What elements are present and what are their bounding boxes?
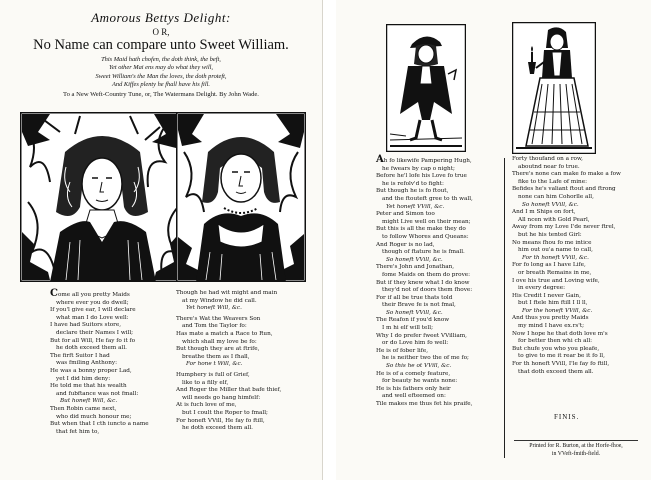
right-verse-column-2 bbox=[512, 156, 621, 376]
verse-line: Forty thoufand on a row, bbox=[512, 156, 583, 162]
verse-line: For the honeft VVill, &c. bbox=[522, 307, 593, 314]
verse-line: And Roger the Miller that bafe thief, bbox=[176, 387, 282, 394]
verse-line: But for all Will, He fay fo it fo bbox=[50, 337, 136, 344]
verse-line: fome Maids on them do prove: bbox=[382, 271, 471, 278]
verse-line: Before he'l lofe his Love fo true bbox=[376, 173, 467, 180]
verse-line: He was a bonny proper Lad, bbox=[50, 367, 132, 374]
verse-line: he is neither two the of me fo; bbox=[382, 355, 469, 362]
verse-line: but I coult the Roper to fmall; bbox=[182, 409, 268, 416]
verse-line: and fubftance was not fmall: bbox=[56, 390, 139, 397]
left-verse-column-1 bbox=[50, 290, 149, 436]
verse-line: For honeft VVill, He fay fo ftill, bbox=[176, 417, 265, 424]
verse-line: might Live well on their mean; bbox=[382, 218, 471, 225]
verse-line: breathe them as I fhall, bbox=[182, 353, 250, 360]
verse-line: I have had Suitors store, bbox=[50, 322, 122, 329]
verse-line: he doth exceed them all. bbox=[56, 345, 127, 352]
verse-line: though of ftature he is fmall. bbox=[382, 249, 465, 256]
verse-line: But though they are at ftrife, bbox=[176, 346, 260, 353]
verse-line: fike to the Lafe of mine: bbox=[518, 178, 587, 185]
verse-line: There's John and Jonathan, bbox=[376, 264, 455, 271]
imprint-line: Printed for R. Burton, at the Horfe-fhoe, bbox=[529, 443, 623, 449]
verse-line: aboutnd near fo true. bbox=[518, 163, 580, 170]
verse-line: But this is all the make they do bbox=[376, 226, 466, 233]
verse-line: which shall my love be fo: bbox=[182, 338, 257, 345]
subtitle-line: Yet other Mai ens may do what they will, bbox=[109, 64, 213, 72]
verse-line: For fo long as I have Life, bbox=[512, 262, 586, 269]
verse-line: The Reafon if you'd know bbox=[376, 317, 450, 324]
imprint bbox=[514, 440, 638, 458]
verse-line: or breath Remains in me, bbox=[518, 269, 592, 276]
verse-line: and well efteemed on: bbox=[382, 393, 446, 400]
woodcut-lady-with-candle bbox=[512, 22, 596, 154]
verse-line: Now I hope he that doth love m's bbox=[512, 330, 608, 337]
verse-line: But though he is fo ftout, bbox=[376, 188, 449, 195]
column-divider bbox=[504, 158, 505, 458]
verse-line: was fmiling Anthony: bbox=[56, 360, 117, 367]
verse-line: Humphery is full of Grief, bbox=[176, 371, 250, 378]
verse-line: he doth exceed them all. bbox=[182, 425, 253, 432]
verse-line: So honeft VVill, &c. bbox=[522, 201, 579, 208]
verse-line: that doth exceed them all. bbox=[518, 368, 594, 375]
verse-line: in every degree: bbox=[518, 285, 565, 292]
subtitle-line: And Kiffes plenty he fhall have his fill. bbox=[112, 81, 210, 89]
verse-line: my mind I have ex.rs't; bbox=[518, 323, 585, 330]
verse-line: He told me that his wealth bbox=[50, 383, 127, 390]
verse-line: Then Robin came next, bbox=[50, 405, 117, 412]
verse-line: Come all you pretty Maids bbox=[50, 288, 130, 299]
verse-line: So honeft VVill, &c. bbox=[386, 256, 443, 263]
verse-line: His Credit I never Gain, bbox=[512, 292, 581, 299]
verse-line: But when that I cth iuncto a name bbox=[50, 421, 149, 428]
verse-line: So honeft VVill, &c. bbox=[386, 309, 443, 316]
verse-line: will needs go hang himfelf: bbox=[182, 394, 261, 401]
verse-line: I m hi elf will tell; bbox=[382, 325, 433, 332]
subtitle-verse bbox=[0, 56, 322, 90]
verse-line: Ah fo likewife Pampering Hugh, bbox=[376, 154, 472, 165]
verse-line: And Roger is no lad, bbox=[376, 241, 435, 248]
verse-line: to give to me it rear be it fo ll, bbox=[518, 353, 605, 360]
title-line-1: Amorous Bettys Delight: bbox=[91, 10, 231, 25]
verse-line: for better then whi ch all: bbox=[518, 338, 593, 345]
verse-line: Away from my Love I'de never ftrel, bbox=[512, 224, 616, 231]
verse-line: So this he ot VVill, &c. bbox=[386, 363, 452, 370]
woodcut-cavalier bbox=[386, 24, 466, 152]
verse-line: Has mate a match a Race to Run, bbox=[176, 330, 273, 337]
verse-line: for beauty he wants none: bbox=[382, 378, 458, 385]
verse-line: There's Wat the Weavers Son bbox=[176, 315, 261, 322]
title-block bbox=[0, 10, 322, 99]
verse-line: but he his tented Girl: bbox=[518, 231, 582, 238]
subtitle-line: This Maid hath chofen, the doth think, the beft, bbox=[101, 56, 221, 63]
verse-line: to follow Whores and Queans: bbox=[382, 233, 469, 240]
verse-line: Yet honeft Will, &c. bbox=[186, 305, 242, 312]
verse-line: At is fuch love of me, bbox=[176, 402, 237, 409]
verse-line: For if all be true thats told bbox=[376, 294, 453, 301]
verse-line: All ncen with Gold Pearl, bbox=[518, 216, 590, 223]
verse-line: he is refolv'd to fight: bbox=[382, 180, 444, 187]
verse-line: Yet honeft VVill, &c. bbox=[386, 203, 445, 210]
verse-line: like to a filly elf, bbox=[182, 379, 229, 386]
verse-line: But chufe you who you pleafe, bbox=[512, 345, 600, 352]
verse-line: Peter and Simon too bbox=[376, 211, 435, 218]
verse-line: Tile makes me thus fet his praife, bbox=[376, 401, 473, 407]
verse-line: And I m Ships on fort, bbox=[512, 209, 576, 216]
verse-line: none can him Cohorlle all, bbox=[518, 193, 594, 200]
subtitle-line: Sweet William's the Man the loves, the doth proteft, bbox=[95, 72, 227, 80]
verse-line: And thus you pretty Maids bbox=[512, 315, 589, 322]
verse-line: But honeft Will, &c. bbox=[60, 398, 118, 405]
tune-line: To a New Weft-Country Tune, or, The Watermans Delight. By John Wade. bbox=[63, 90, 259, 98]
verse-line: Why I do prefer fweet VVilliam, bbox=[376, 332, 467, 339]
verse-line: or do Love him fo well: bbox=[382, 340, 449, 347]
verse-line: For th honeft VVill, I'le fay fo ftill, bbox=[512, 361, 610, 368]
verse-line: If you'l give ear, I will declare bbox=[50, 307, 136, 314]
verse-line: The firft Suitor I had bbox=[50, 352, 110, 359]
verse-line: what man I do Love well: bbox=[56, 314, 129, 321]
verse-line: he fwears by cap o night; bbox=[382, 165, 455, 172]
verse-line: He is of a comely feature, bbox=[376, 370, 451, 377]
verse-line: that fet him to, bbox=[56, 428, 100, 435]
left-page bbox=[0, 0, 323, 480]
verse-line: who did much honour me; bbox=[56, 413, 132, 420]
woodcut-gentleman bbox=[20, 112, 184, 282]
verse-line: No means fhou fo me intice bbox=[512, 239, 592, 246]
verse-line: declare their Names I will; bbox=[56, 329, 134, 336]
verse-line: they'd not of doors them fhove: bbox=[382, 287, 473, 294]
verse-line: yet I did him deny: bbox=[56, 375, 111, 382]
verse-line: For th honeft VVill, &c. bbox=[522, 254, 589, 261]
verse-line: where ever you do dwell; bbox=[56, 299, 129, 306]
right-page bbox=[336, 0, 651, 480]
verse-line: and Tom the Taylor fo: bbox=[182, 323, 247, 330]
verse-line: Though he had wit might and main bbox=[176, 290, 278, 296]
title-line-2: O R, bbox=[152, 27, 170, 37]
left-verse-column-2 bbox=[176, 290, 281, 433]
verse-line: He is of fober life, bbox=[376, 347, 428, 354]
verse-line: but I ftele him ftill I ll ll, bbox=[518, 300, 588, 307]
verse-line: him out ou'a name to call, bbox=[518, 247, 593, 254]
verse-line: He is his fathers only heir bbox=[376, 385, 451, 392]
verse-line: But if they knew what I do know bbox=[376, 279, 470, 286]
verse-line: at my Window he did call. bbox=[182, 297, 257, 304]
verse-line: I ove his true and Loving wife, bbox=[512, 277, 600, 284]
imprint-line: in VVeft-fmith-field. bbox=[551, 450, 601, 457]
title-line-3: No Name can compare unto Sweet William. bbox=[33, 37, 289, 53]
verse-line: There's none can make fo make a fow bbox=[512, 171, 621, 178]
right-verse-column-1 bbox=[376, 156, 473, 409]
finis: FINIS. bbox=[554, 413, 580, 421]
verse-line: and the ftouteft gree to th wall, bbox=[382, 195, 473, 202]
verse-line: their Brave fe is not fmal, bbox=[382, 302, 456, 309]
verse-line: Befides he's valiant ftout and ftrong bbox=[512, 186, 616, 193]
woodcut-lady bbox=[176, 112, 306, 282]
verse-line: For hone t Will, &c. bbox=[186, 361, 243, 368]
